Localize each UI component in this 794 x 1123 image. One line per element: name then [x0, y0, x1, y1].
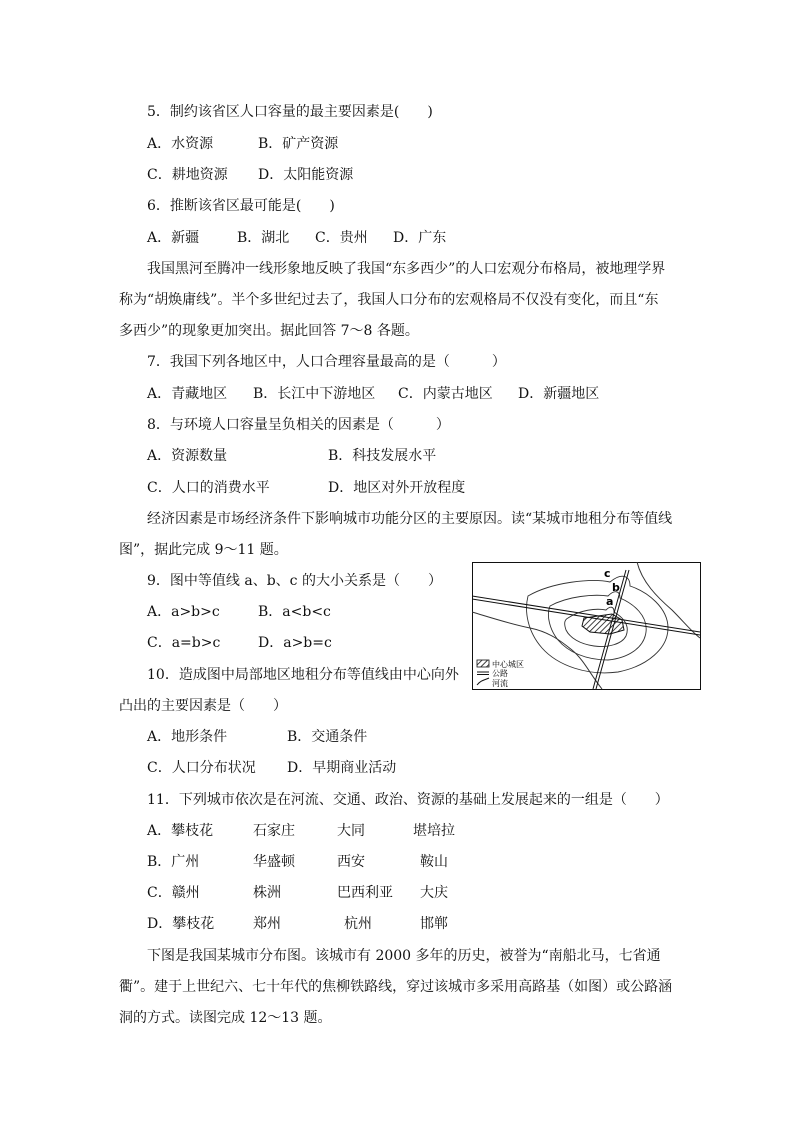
q7-stem: 7．我国下列各地区中，人口合理容量最高的是（ ）: [147, 354, 506, 370]
q9-option-a: A．a>b>c: [147, 604, 220, 620]
passage2-line1: 经济因素是市场经济条件下影响城市功能分区的主要原因。读“某城市地租分布等值线: [147, 511, 673, 527]
q8-stem: 8．与环境人口容量呈负相关的因素是（ ）: [147, 417, 450, 433]
q10-option-a: A．地形条件: [147, 729, 228, 745]
q11-row-b-col2: 华盛顿: [253, 854, 295, 870]
q11-stem: 11．下列城市依次是在河流、交通、政治、资源的基础上发展起来的一组是（ ）: [147, 792, 669, 808]
q11-row-b-col4: 鞍山: [420, 854, 448, 870]
q5-option-b: B．矿产资源: [258, 136, 339, 152]
q7-option-b: B．长江中下游地区: [253, 386, 376, 402]
q7-option-a: A．青藏地区: [147, 386, 228, 402]
q8-option-a: A．资源数量: [147, 448, 228, 464]
q7-option-c: C．内蒙古地区: [398, 386, 493, 402]
legend-center-swatch: [477, 660, 489, 667]
legend-road-label: 公路: [492, 669, 508, 678]
passage3-line1: 下图是我国某城市分布图。该城市有 2000 多年的历史，被誉为“南船北马，七省通: [147, 948, 661, 964]
q10-option-d: D．早期商业活动: [287, 760, 397, 776]
q9-option-b: B．a<b<c: [258, 604, 331, 620]
isoline-label-c: c: [604, 567, 611, 580]
q5-option-a: A．水资源: [147, 136, 214, 152]
isoline-label-a: a: [606, 595, 614, 608]
q6-option-a: A．新疆: [147, 230, 200, 246]
q9-stem: 9．图中等值线 a、b、c 的大小关系是（ ）: [147, 573, 442, 589]
legend-river-label: 河流: [492, 679, 508, 688]
passage1-line2: 称为“胡焕庸线”。半个多世纪过去了，我国人口分布的宏观格局不仅没有变化，而且“东: [119, 292, 659, 308]
q11-row-d-col1: D．攀枝花: [147, 916, 215, 932]
q5-option-d: D．太阳能资源: [258, 167, 354, 183]
q8-option-b: B．科技发展水平: [328, 448, 437, 464]
q11-row-d-col4: 邯郸: [420, 916, 448, 932]
q6-option-b: B．湖北: [237, 230, 290, 246]
q11-row-b-col3: 西安: [337, 854, 365, 870]
q6-stem: 6．推断该省区最可能是( ): [147, 198, 335, 214]
q11-row-a-col1: A．攀枝花: [147, 823, 214, 839]
q5-stem: 5．制约该省区人口容量的最主要因素是( ): [147, 104, 433, 120]
passage1-line3: 多西少”的现象更加突出。据此回答 7～8 各题。: [119, 323, 419, 339]
q8-option-c: C．人口的消费水平: [147, 480, 270, 496]
q10-stem-line1: 10．造成图中局部地区地租分布等值线由中心向外: [147, 667, 459, 683]
q7-option-d: D．新疆地区: [518, 386, 600, 402]
land-rent-isoline-map: [472, 562, 701, 690]
q5-option-c: C．耕地资源: [147, 167, 228, 183]
q11-row-c-col3: 巴西利亚: [337, 885, 393, 901]
q11-row-c-col2: 株洲: [253, 885, 281, 901]
legend-center-label: 中心城区: [492, 660, 524, 669]
q11-row-c-col1: C．赣州: [147, 885, 200, 901]
q9-option-d: D．a>b=c: [258, 635, 332, 651]
q11-row-a-col4: 堪培拉: [413, 823, 455, 839]
passage2-line2: 图”，据此完成 9～11 题。: [119, 542, 288, 558]
q9-option-c: C．a=b>c: [147, 635, 221, 651]
passage3-line3: 洞的方式。读图完成 12～13 题。: [119, 1010, 332, 1026]
q11-row-d-col2: 郑州: [253, 916, 281, 932]
q8-option-d: D．地区对外开放程度: [328, 480, 466, 496]
passage1-line1: 我国黑河至腾冲一线形象地反映了我国“东多西少”的人口宏观分布格局，被地理学界: [147, 261, 666, 277]
q10-option-c: C．人口分布状况: [147, 760, 256, 776]
passage3-line2: 衢”。建于上世纪六、七十年代的焦柳铁路线，穿过该城市多采用高路基（如图）或公路涵: [119, 979, 673, 995]
q11-row-a-col3: 大同: [337, 823, 365, 839]
q6-option-d: D．广东: [393, 230, 447, 246]
q11-row-c-col4: 大庆: [420, 885, 448, 901]
q11-row-a-col2: 石家庄: [253, 823, 295, 839]
q6-option-c: C．贵州: [315, 230, 368, 246]
q11-row-d-col3: 杭州: [344, 916, 372, 932]
q10-stem-line2: 凸出的主要因素是（ ）: [119, 698, 287, 714]
q11-row-b-col1: B．广州: [147, 854, 200, 870]
q10-option-b: B．交通条件: [287, 729, 368, 745]
isoline-label-b: b: [612, 581, 620, 594]
